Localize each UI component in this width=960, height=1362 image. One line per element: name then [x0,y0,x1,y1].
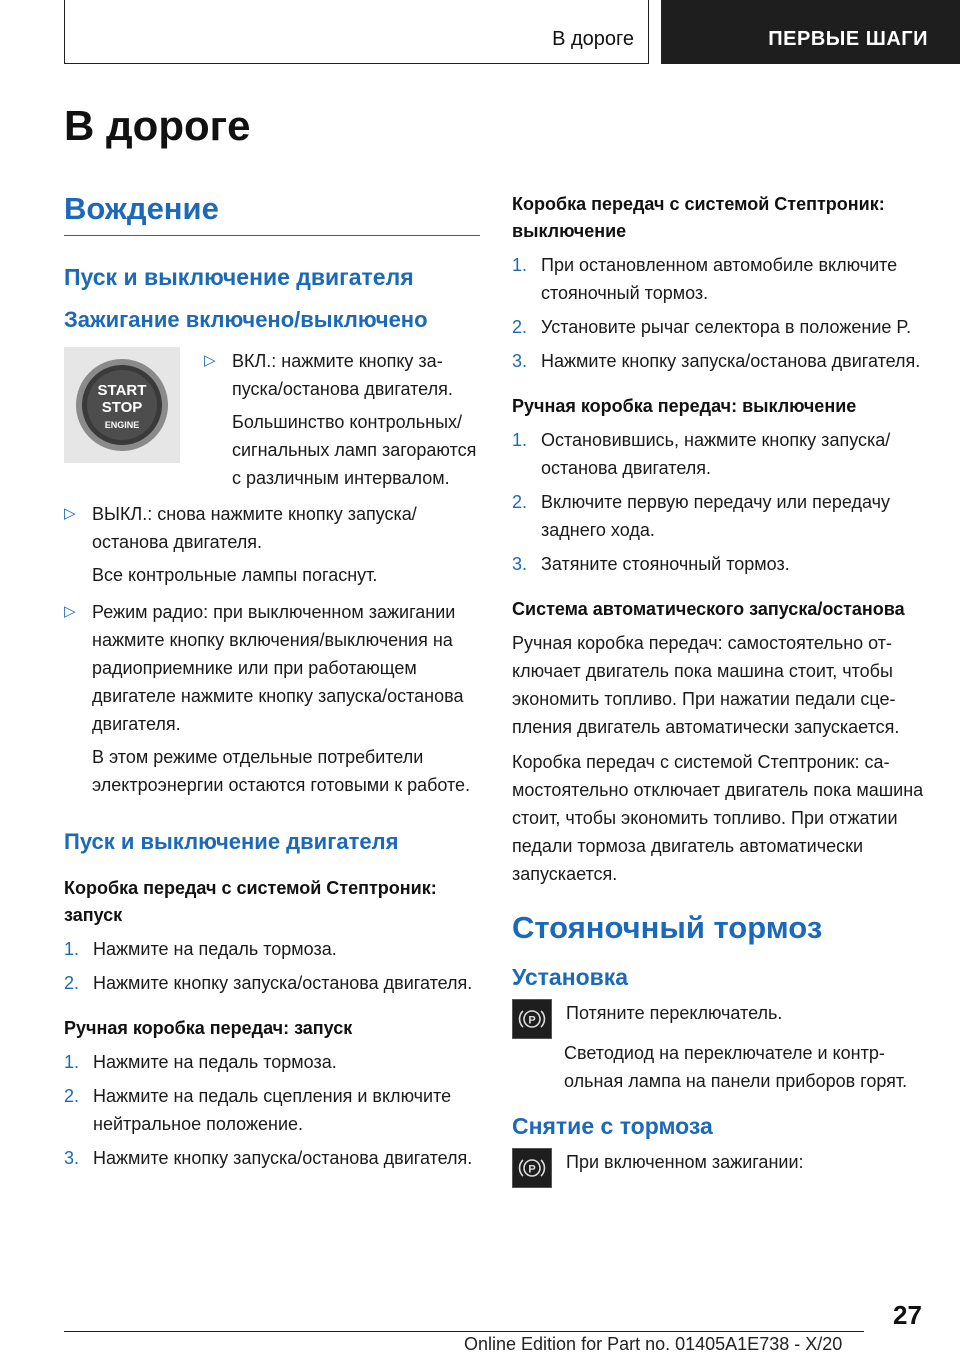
subsection-heading-release: Снятие с тормоза [512,1113,713,1139]
page-number: 27 [893,1300,922,1330]
start-label: START [97,382,147,399]
set-block [512,999,928,1039]
subsection-heading-set: Установка [512,964,629,990]
footer-rule [64,1331,864,1332]
list-item: 1. Нажмите на педаль тормоза. [64,1052,337,1072]
svg-text:P: P [528,1014,536,1027]
release-block [512,1148,928,1188]
header-section-tab [64,0,649,64]
bullet-note: Большинство контрольных/сигнальных ламп загораются с различным интервалом. [232,412,477,488]
heading-manual-stop: Ручная коробка передач: выключение [512,396,857,416]
list-item: 3. Затяните стояночный тормоз. [512,554,790,574]
paragraph-steptronic-auto: Коробка передач с системой Стептроник: самостоятельно отключает двигатель пока машина стоит, чтобы экономить топливо. При отжатии педали тормоза двигатель автоматически запускается. [512,752,924,884]
list-item: 2. Нажмите кнопку запуска/останова двигателя. [64,973,473,993]
parking-brake-icon [517,1004,547,1034]
list-item: 2. Включите первую передачу или передачу заднего хода. [512,492,890,540]
steps-manual-start [64,1048,480,1172]
start-stop-button-image [64,347,180,463]
page-title: В дороге [64,102,251,149]
heading-steptronic-stop: Коробка передач с системой Стептроник: выключение [512,194,885,241]
release-text: При включенном зажигании: [566,1152,804,1172]
steps-manual-stop [512,426,928,578]
ignition-block [64,347,480,500]
heading-ignition: Зажигание включено/выключено [64,307,428,332]
list-item: 1. Нажмите на педаль тормоза. [64,939,337,959]
section-heading-parking-brake: Стояночный тормоз [512,910,823,945]
bullet-note: В этом режиме отдельные потребители электроэнергии остаются готовыми к работе. [92,747,471,795]
bullet-triangle-icon: ▷ [64,603,76,620]
paragraph-manual-auto: Ручная коробка передач: самостоятельно отключает двигатель пока машина стоит, чтобы экономить топливо. При нажатии педали сцепления двигатель автоматически запускается. [512,633,900,737]
list-item: 3. Нажмите кнопку запуска/останова двигателя. [64,1148,473,1168]
ignition-on-item [204,347,480,500]
header-chapter-label: ПЕРВЫЕ ШАГИ [768,28,928,50]
list-item: 1. При остановленном автомобиле включите стояночный тормоз. [512,255,898,303]
footer-edition: Online Edition for Part no. 01405A1E738 - X/20 [464,1334,843,1354]
subsection-heading-start-stop: Пуск и выключение двигателя [64,264,414,290]
set-text: Потяните переключатель. [566,1003,783,1023]
svg-text:P: P [528,1163,536,1176]
list-item: 2. Установите рычаг селектора в положение P. [512,317,912,337]
parking-brake-switch-image [512,999,552,1039]
set-note: Светодиод на переключателе и контрольная лампа на панели приборов горят. [564,1043,908,1091]
engine-label: ENGINE [104,420,140,430]
bullet-note: Все контрольные лампы погаснут. [92,565,378,585]
start-stop-icon [74,357,170,453]
steps-steptronic-start [64,935,480,997]
list-item: 3. Нажмите кнопку запуска/останова двигателя. [512,351,921,371]
parking-brake-switch-image [512,1148,552,1188]
section-heading-driving: Вождение [64,191,480,236]
heading-steptronic-start: Коробка передач с системой Стептроник: запуск [64,878,437,925]
bullet-text: ВЫКЛ.: снова нажмите кнопку запуска/останова двигателя. [92,504,417,552]
header-section-label: В дороге [552,28,634,50]
heading-start-stop-engine: Пуск и выключение двигателя [64,829,399,854]
bullet-text: ВКЛ.: нажмите кнопку запуска/останова двигателя. [232,351,453,399]
header-chapter-tab [661,0,960,64]
bullet-text: Режим радио: при выключенном зажигании нажмите кнопку включения/выключения на радиоприемнике или при работающем двигателе нажмите кнопку запуска/останова двигателя. [92,602,464,734]
list-item: 2. Нажмите на педаль сцепления и включите нейтральное положение. [64,1086,452,1134]
heading-auto-start-stop: Система автоматического запуска/останова [512,599,905,619]
steps-steptronic-stop [512,251,928,375]
left-column [64,185,480,1178]
right-column [512,185,928,1188]
parking-brake-icon [517,1153,547,1183]
heading-manual-start: Ручная коробка передач: запуск [64,1018,353,1038]
bullet-triangle-icon: ▷ [204,352,216,369]
stop-label: STOP [101,399,143,416]
list-item: 1. Остановившись, нажмите кнопку запуска/останова двигателя. [512,430,891,478]
bullet-triangle-icon: ▷ [64,505,76,522]
